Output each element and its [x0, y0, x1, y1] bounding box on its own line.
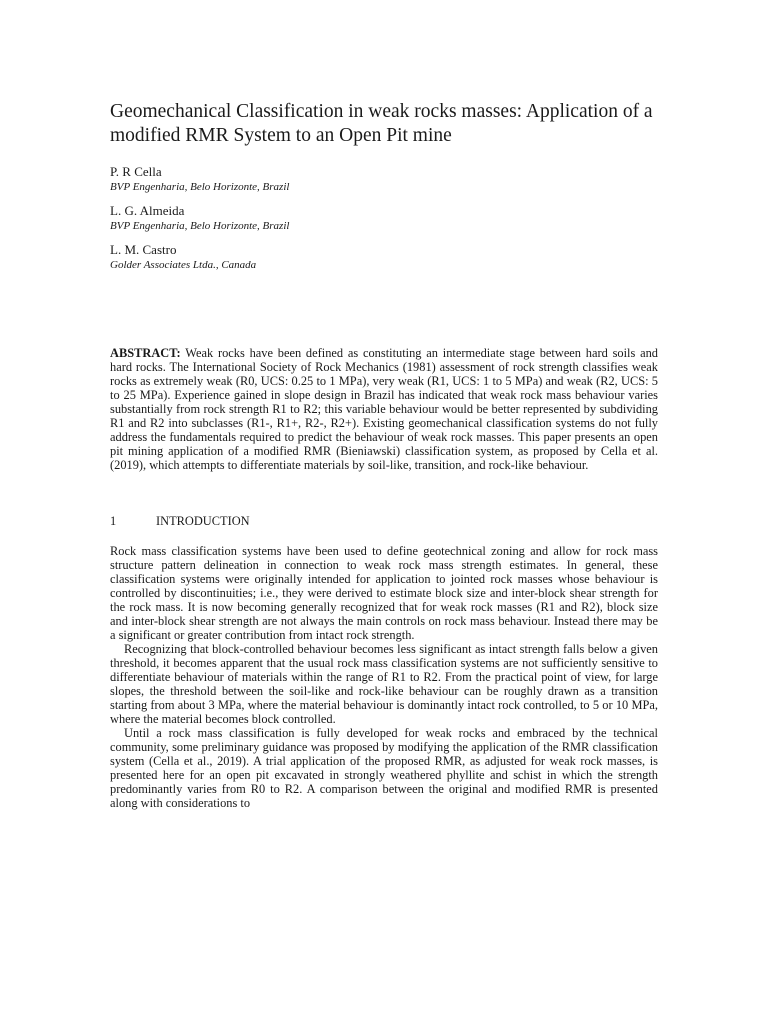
body-paragraph: Recognizing that block-controlled behaviour becomes less significant as intact strength falls below a given threshold, it becomes apparent that the usual rock mass classification systems are not sufficiently sensitive to differentiate behaviour of materials within the range of R1 to R2. From the practical point of view, for large slopes, the threshold between the soil-like and rock-like behaviour can be roughly drawn as a transition starting from about 3 MPa, where the material behaviour is dominantly intact rock controlled, to 5 or 10 MPa, where the material becomes block controlled. [110, 642, 658, 726]
abstract-label: ABSTRACT: [110, 346, 181, 360]
abstract [110, 346, 658, 472]
paper-title: Geomechanical Classification in weak rocks masses: Application of a modified RMR System to an Open Pit mine [110, 101, 653, 146]
author-affiliation: BVP Engenharia, Belo Horizonte, Brazil [110, 181, 290, 193]
body-paragraph: Until a rock mass classification is fully developed for weak rocks and embraced by the technical community, some preliminary guidance was proposed by modifying the application of the RMR classification system (Cella et al., 2019). A trial application of the proposed RMR, as adjusted for weak rock masses, is presented here for an open pit excavated in strongly weathered phyllite and schist in which the strength predominantly varies from R0 to R2. A comparison between the original and modified RMR is presented along with considerations to [110, 726, 658, 810]
body-paragraph: Rock mass classification systems have been used to define geotechnical zoning and allow for rock mass structure pattern delineation in connection to weak rock mass strength estimates. In general, these classification systems were originally intended for application to jointed rock masses whose behaviour is controlled by discontinuities; i.e., they were derived to estimate block size and inter-block shear strength for the rock mass. It is now becoming generally recognized that for weak rock masses (R1 and R2), block size and inter-block shear strength are not always the main controls on rock mass behaviour. Instead there may be a significant or greater contribution from intact rock strength. [110, 544, 658, 642]
author-affiliation: BVP Engenharia, Belo Horizonte, Brazil [110, 220, 290, 232]
author-block [110, 242, 658, 272]
author-block [110, 164, 658, 194]
introduction-body [110, 544, 658, 810]
section-title: INTRODUCTION [156, 514, 250, 528]
paper-page [110, 100, 658, 810]
author-name: L. M. Castro [110, 242, 177, 257]
abstract-text: Weak rocks have been defined as constituting an intermediate stage between hard soils and hard rocks. The International Society of Rock Mechanics (1981) assessment of rock strength classifies weak rocks as extremely weak (R0, UCS: 0.25 to 1 MPa), very weak (R1, UCS: 1 to 5 MPa) and weak (R2, UCS: 5 to 25 MPa). Experience gained in slope design in Brazil has indicated that weak rock mass behaviour varies substantially from rock strength R1 to R2; this variable behaviour would be better represented by subdividing R1 and R2 into subclasses (R1-, R1+, R2-, R2+). Existing geomechanical classification systems do not fully address the fundamentals required to predict the behaviour of weak rock masses. This paper presents an open pit mining application of a modified RMR (Bieniawski) classification system, as proposed by Cella et al. (2019), which attempts to differentiate materials by soil-like, transition, and rock-like behaviour. [110, 346, 659, 472]
section-heading [110, 514, 658, 528]
author-block [110, 203, 658, 233]
section-number: 1 [110, 514, 117, 528]
author-affiliation: Golder Associates Ltda., Canada [110, 259, 257, 271]
author-name: P. R Cella [110, 164, 162, 179]
author-name: L. G. Almeida [110, 203, 185, 218]
